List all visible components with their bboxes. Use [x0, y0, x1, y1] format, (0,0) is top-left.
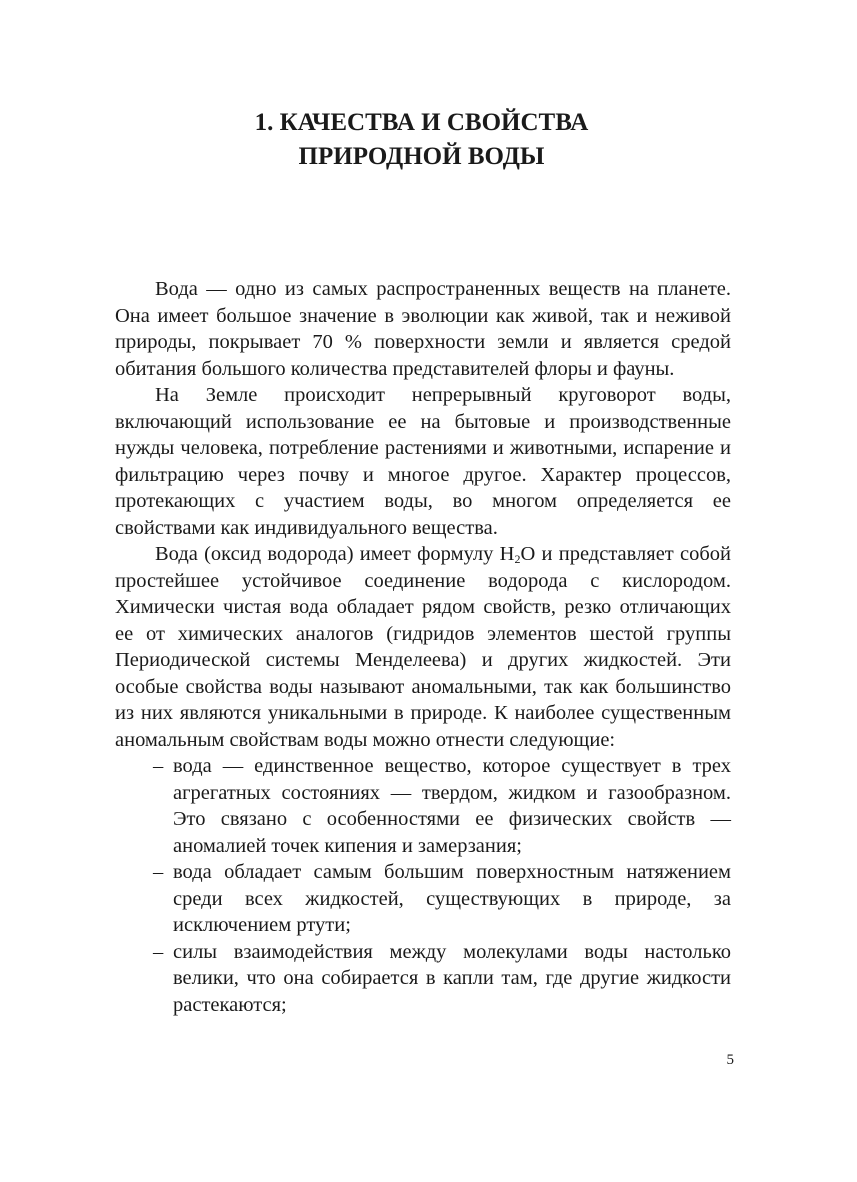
list-dash-marker: – [153, 755, 164, 777]
chapter-title [100, 106, 743, 174]
list-item-text: вода — единственное вещество, которое существует в трех агрегатных состояниях — твердом, жидком и газообразном. Это связано с особенностями ее физических свойств — аномалией точек кипения и замерзания; [173, 755, 731, 857]
formula-oxygen: O [520, 543, 536, 565]
paragraph-2: На Земле происходит непрерывный круговорот воды, включающий использование ее на бытовые и производственные нужды человека, потребление растениями и животными, испарение и фильтрацию через почву и многое другое. Характер процессов, протекающих с участием воды, во многом определяется ее свойствами как индивидуального вещества. [115, 384, 731, 539]
chapter-title-line-2: ПРИРОДНОЙ ВОДЫ [298, 143, 545, 170]
body-text [115, 276, 731, 1018]
list-item [115, 939, 731, 1019]
list-item-text: силы взаимодействия между молекулами воды настолько велики, что она собирается в капли там, где другие жидкости растекаются; [173, 940, 731, 1016]
page-number: 5 [726, 1052, 734, 1068]
paragraph-3-text-before-formula: Вода (оксид водорода) имеет формулу [155, 543, 500, 565]
formula-subscript: 2 [514, 552, 521, 566]
anomalous-properties-list [115, 753, 731, 1018]
list-item [115, 753, 731, 859]
list-dash-marker: – [153, 861, 164, 883]
paragraph-3 [115, 541, 731, 753]
paragraph-3-text-after-formula: и представляет собой простейшее устойчивое соединение водорода с кислородом. Химически чистая вода обладает рядом свойств, резко отличающих ее от химических аналогов (гидридов элементов шестой группы Периодической системы Менделеева) и других жидкостей. Эти особые свойства воды называют аномальными, так как большинство из них являются уникальными в природе. К наиболее существенным аномальным свойствам воды можно отнести следующие: [115, 543, 732, 751]
chapter-title-line-1: 1. КАЧЕСТВА И СВОЙСТВА [254, 109, 589, 136]
list-dash-marker: – [153, 940, 164, 963]
water-formula [500, 543, 536, 565]
list-item-text: вода обладает самым большим поверхностным натяжением среди всех жидкостей, существующих в природе, за исключением ртути; [173, 861, 731, 936]
paragraph-1: Вода — одно из самых распространенных веществ на планете. Она имеет большое значение в эволюции как живой, так и неживой природы, покрывает 70 % поверхности земли и является средой обитания большого количества представителей флоры и фауны. [115, 278, 731, 380]
formula-hydrogen: H [499, 543, 515, 565]
list-item [115, 859, 731, 939]
